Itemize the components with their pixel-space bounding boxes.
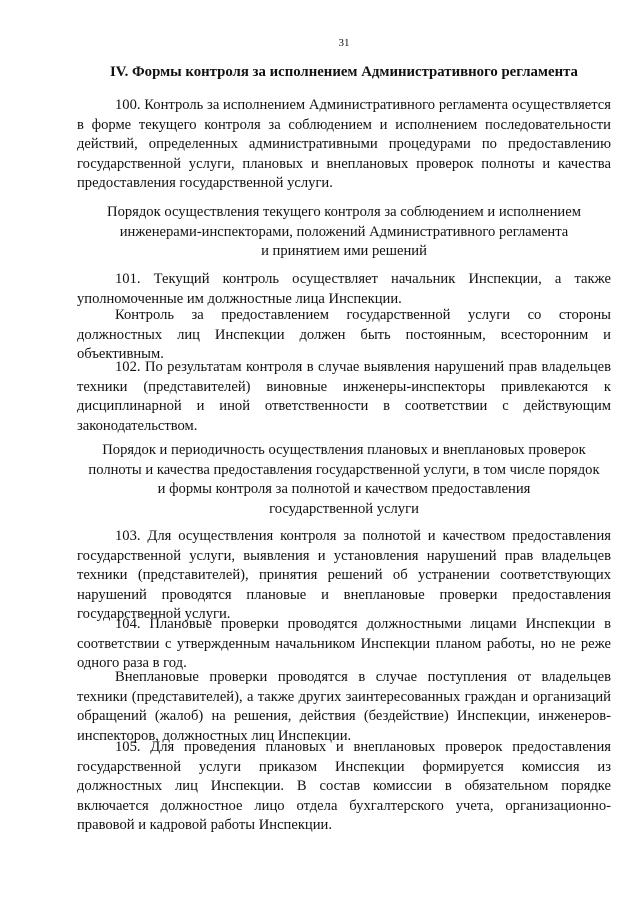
paragraph-104-continued: Внеплановые проверки проводятся в случае поступления от владельцев техники (представителей), а также других заинтересованных граждан и организаций обращений (жалоб) на решения, действия (бездействие) Инспекции, инженеров-инспекторов, должностных лиц Инспекции. [77, 669, 611, 744]
paragraph-104: 104. Плановые проверки проводятся должностными лицами Инспекции в соответствии с утвержденным начальником Инспекции планом работы, но не реже одного раза в год. [77, 616, 611, 671]
paragraph-103: 103. Для осуществления контроля за полнотой и качеством предоставления государственной услуги, выявления и установления нарушений прав владельцев техники (представителей), принятия решений об устранении соответствующих нарушений проводятся плановые и внеплановые проверки предоставления государственной услуги. [77, 528, 611, 622]
subsection-heading-line: и принятием ими решений [261, 243, 427, 259]
subsection-heading-1 [77, 203, 611, 262]
paragraph-101-continued: Контроль за предоставлением государственной услуги со стороны должностных лиц Инспекции должен быть постоянным, всесторонним и объективным. [77, 307, 611, 362]
page-number: 31 [338, 37, 350, 49]
subsection-heading-line: Порядок и периодичность осуществления плановых и внеплановых проверок [102, 442, 586, 458]
subsection-heading-line: полноты и качества предоставления государственной услуги, в том числе порядок [88, 461, 600, 478]
subsection-heading-2 [77, 441, 611, 519]
paragraph-102: 102. По результатам контроля в случае выявления нарушений прав владельцев техники (представителей) виновные инженеры-инспекторы привлекаются к дисциплинарной и иной ответственности в соответствии с действующим законодательством. [77, 359, 611, 434]
section-title: IV. Формы контроля за исполнением Административного регламента [110, 64, 578, 80]
paragraph-100: 100. Контроль за исполнением Административного регламента осуществляется в форме текущего контроля за соблюдением и исполнением последовательности действий, определенных административными процедурами по предоставлению государственной услуги, плановых и внеплановых проверок полноты и качества предоставления государственной услуги. [77, 97, 611, 191]
subsection-heading-line: Порядок осуществления текущего контроля за соблюдением и исполнением [107, 204, 581, 220]
document-page [77, 0, 611, 905]
paragraph-101: 101. Текущий контроль осуществляет начальник Инспекции, а также уполномоченные им должностные лица Инспекции. [77, 271, 611, 307]
subsection-heading-line: и формы контроля за полнотой и качеством предоставления [157, 481, 531, 497]
paragraph-105: 105. Для проведения плановых и внеплановых проверок предоставления государственной услуги приказом Инспекции формируется комиссия из должностных лиц Инспекции. В состав комиссии в обязательном порядке включается должностное лицо отдела бухгалтерского учета, организационно-правовой и кадровой работы Инспекции. [77, 739, 611, 833]
subsection-heading-line: инженерами-инспекторами, положений Административного регламента [119, 223, 569, 240]
subsection-heading-line: государственной услуги [269, 500, 419, 517]
